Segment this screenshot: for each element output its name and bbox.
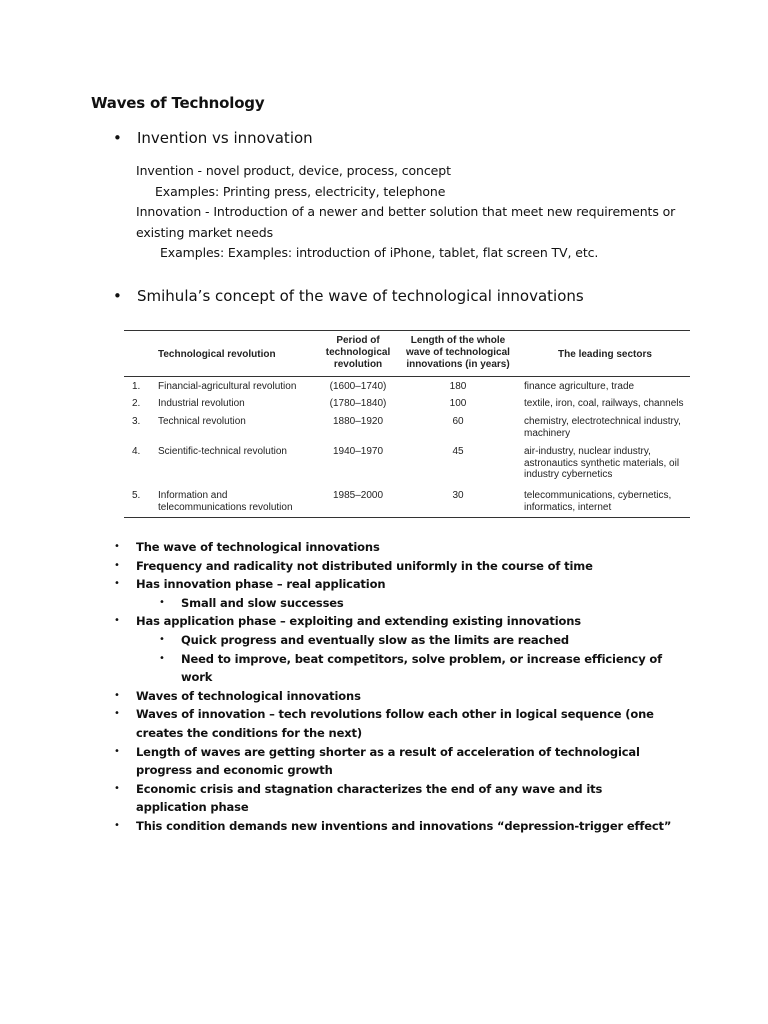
row-sectors	[524, 490, 671, 513]
list-item-text: Length of waves are getting shorter as a result of acceleration of technological progress and economic growth	[136, 744, 640, 778]
invention-examples: Examples: Printing press, electricity, telephone	[155, 183, 446, 199]
row-sectors	[524, 416, 681, 439]
header-period-line: revolution	[333, 359, 383, 370]
list-item-text: Small and slow successes	[181, 595, 344, 610]
table-rule-top	[124, 330, 690, 331]
list-item	[114, 557, 674, 576]
bullet-dot: •	[113, 287, 122, 305]
bullet-dot: •	[114, 559, 120, 571]
row-length: 60	[452, 416, 464, 427]
row-sectors-line: informatics, internet	[524, 501, 612, 513]
row-number: 5.	[132, 490, 141, 501]
table-rule-bottom	[124, 517, 690, 518]
row-revolution-line: Information and	[158, 490, 228, 501]
row-period: (1780–1840)	[329, 398, 387, 409]
row-revolution	[158, 490, 293, 513]
bullet-dot: •	[114, 708, 120, 720]
bullet-dot: •	[113, 129, 122, 147]
innovation-examples: Examples: Examples: introduction of iPhone, tablet, flat screen TV, etc.	[160, 245, 599, 260]
header-revolution: Technological revolution	[158, 349, 276, 360]
invention-definition: Invention - novel product, device, process, concept	[136, 163, 451, 178]
header-period	[314, 335, 402, 371]
row-period: 1880–1920	[332, 416, 384, 427]
list-item	[114, 575, 674, 594]
innovation-definition-line2: existing market needs	[136, 224, 274, 240]
list-item	[114, 631, 674, 650]
list-item-text: Has innovation phase – real application	[136, 577, 386, 592]
innovation-definition-line1: Innovation - Introduction of a newer and better solution that meet new requirements or	[136, 204, 676, 219]
row-revolution: Technical revolution	[158, 416, 246, 427]
list-item	[114, 780, 674, 817]
row-revolution: Financial-agricultural revolution	[158, 381, 297, 392]
list-item-text: Need to improve, beat competitors, solve problem, or increase efficiency of work	[181, 651, 662, 685]
list-item-text: Economic crisis and stagnation characterizes the end of any wave and its application phase	[136, 781, 603, 815]
table-rule-header	[124, 376, 690, 377]
row-number: 2.	[132, 398, 141, 409]
list-item	[114, 687, 674, 706]
bullet-dot: •	[114, 782, 120, 794]
list-item-text: The wave of technological innovations	[136, 540, 380, 554]
row-length: 45	[452, 446, 464, 457]
heading-smihula-concept: Smihula’s concept of the wave of technological innovations	[137, 287, 584, 305]
list-item	[114, 594, 674, 613]
row-number: 3.	[132, 416, 141, 427]
heading-invention-vs-innovation: Invention vs innovation	[137, 129, 313, 147]
header-length-line: wave of technological	[406, 347, 510, 358]
technology-waves-table	[124, 330, 690, 524]
header-length-line: innovations (in years)	[406, 359, 510, 370]
list-item-text: Frequency and radicality not distributed uniformly in the course of time	[136, 558, 593, 573]
row-sectors-line: industry cybernetics	[524, 469, 613, 480]
intro-block	[136, 161, 675, 264]
bullet-dot: •	[114, 819, 120, 831]
row-sectors-line: air-industry, nuclear industry,	[524, 446, 651, 457]
row-sectors-line: astronautics synthetic materials, oil	[524, 457, 680, 469]
bullet-dot: •	[114, 578, 120, 590]
list-item	[114, 705, 674, 742]
list-item	[114, 650, 674, 687]
row-number: 1.	[132, 381, 141, 392]
row-length: 30	[452, 490, 464, 501]
bullet-dot: •	[159, 596, 165, 608]
header-period-line: Period of	[336, 335, 380, 346]
bullet-dot: •	[114, 689, 120, 701]
bullet-dot: •	[114, 615, 120, 627]
bullet-dot: •	[159, 652, 165, 664]
row-sectors: finance agriculture, trade	[524, 381, 635, 392]
list-item	[114, 612, 674, 631]
row-number: 4.	[132, 446, 141, 457]
row-period: 1940–1970	[332, 446, 384, 457]
heading-bullet-invention	[113, 128, 313, 148]
list-item	[114, 538, 674, 557]
bullet-dot: •	[114, 541, 120, 552]
row-sectors-line: chemistry, electrotechnical industry,	[524, 416, 681, 427]
row-revolution: Industrial revolution	[158, 398, 245, 409]
list-item-text: This condition demands new inventions and innovations “depression-trigger effect”	[136, 818, 672, 833]
list-item-text: Waves of technological innovations	[136, 688, 361, 703]
row-length: 180	[449, 381, 467, 392]
row-period: 1985–2000	[332, 490, 384, 501]
header-length-line: Length of the whole	[410, 335, 506, 346]
row-sectors-line: machinery	[524, 427, 571, 439]
list-item	[114, 817, 674, 836]
notes-bullet-list	[114, 538, 674, 836]
row-revolution: Scientific-technical revolution	[158, 446, 287, 457]
row-period: (1600–1740)	[329, 381, 387, 392]
heading-bullet-smihula	[113, 286, 584, 306]
page-title: Waves of Technology	[91, 94, 265, 112]
bullet-dot: •	[114, 745, 120, 757]
list-item-text: Quick progress and eventually slow as the limits are reached	[181, 632, 569, 647]
header-period-line: technological	[325, 347, 391, 358]
row-sectors: textile, iron, coal, railways, channels	[524, 398, 684, 409]
list-item	[114, 743, 674, 780]
header-sectors: The leading sectors	[558, 349, 652, 360]
row-sectors	[524, 446, 679, 481]
bullet-dot: •	[159, 633, 165, 645]
row-revolution-line: telecommunications revolution	[158, 501, 293, 513]
row-length: 100	[449, 398, 467, 409]
list-item-text: Has application phase – exploiting and extending existing innovations	[136, 614, 581, 629]
row-sectors-line: telecommunications, cybernetics,	[524, 490, 672, 501]
header-length	[400, 335, 516, 371]
list-item-text: Waves of innovation – tech revolutions follow each other in logical sequence (one creates the conditions for the next)	[136, 707, 654, 740]
